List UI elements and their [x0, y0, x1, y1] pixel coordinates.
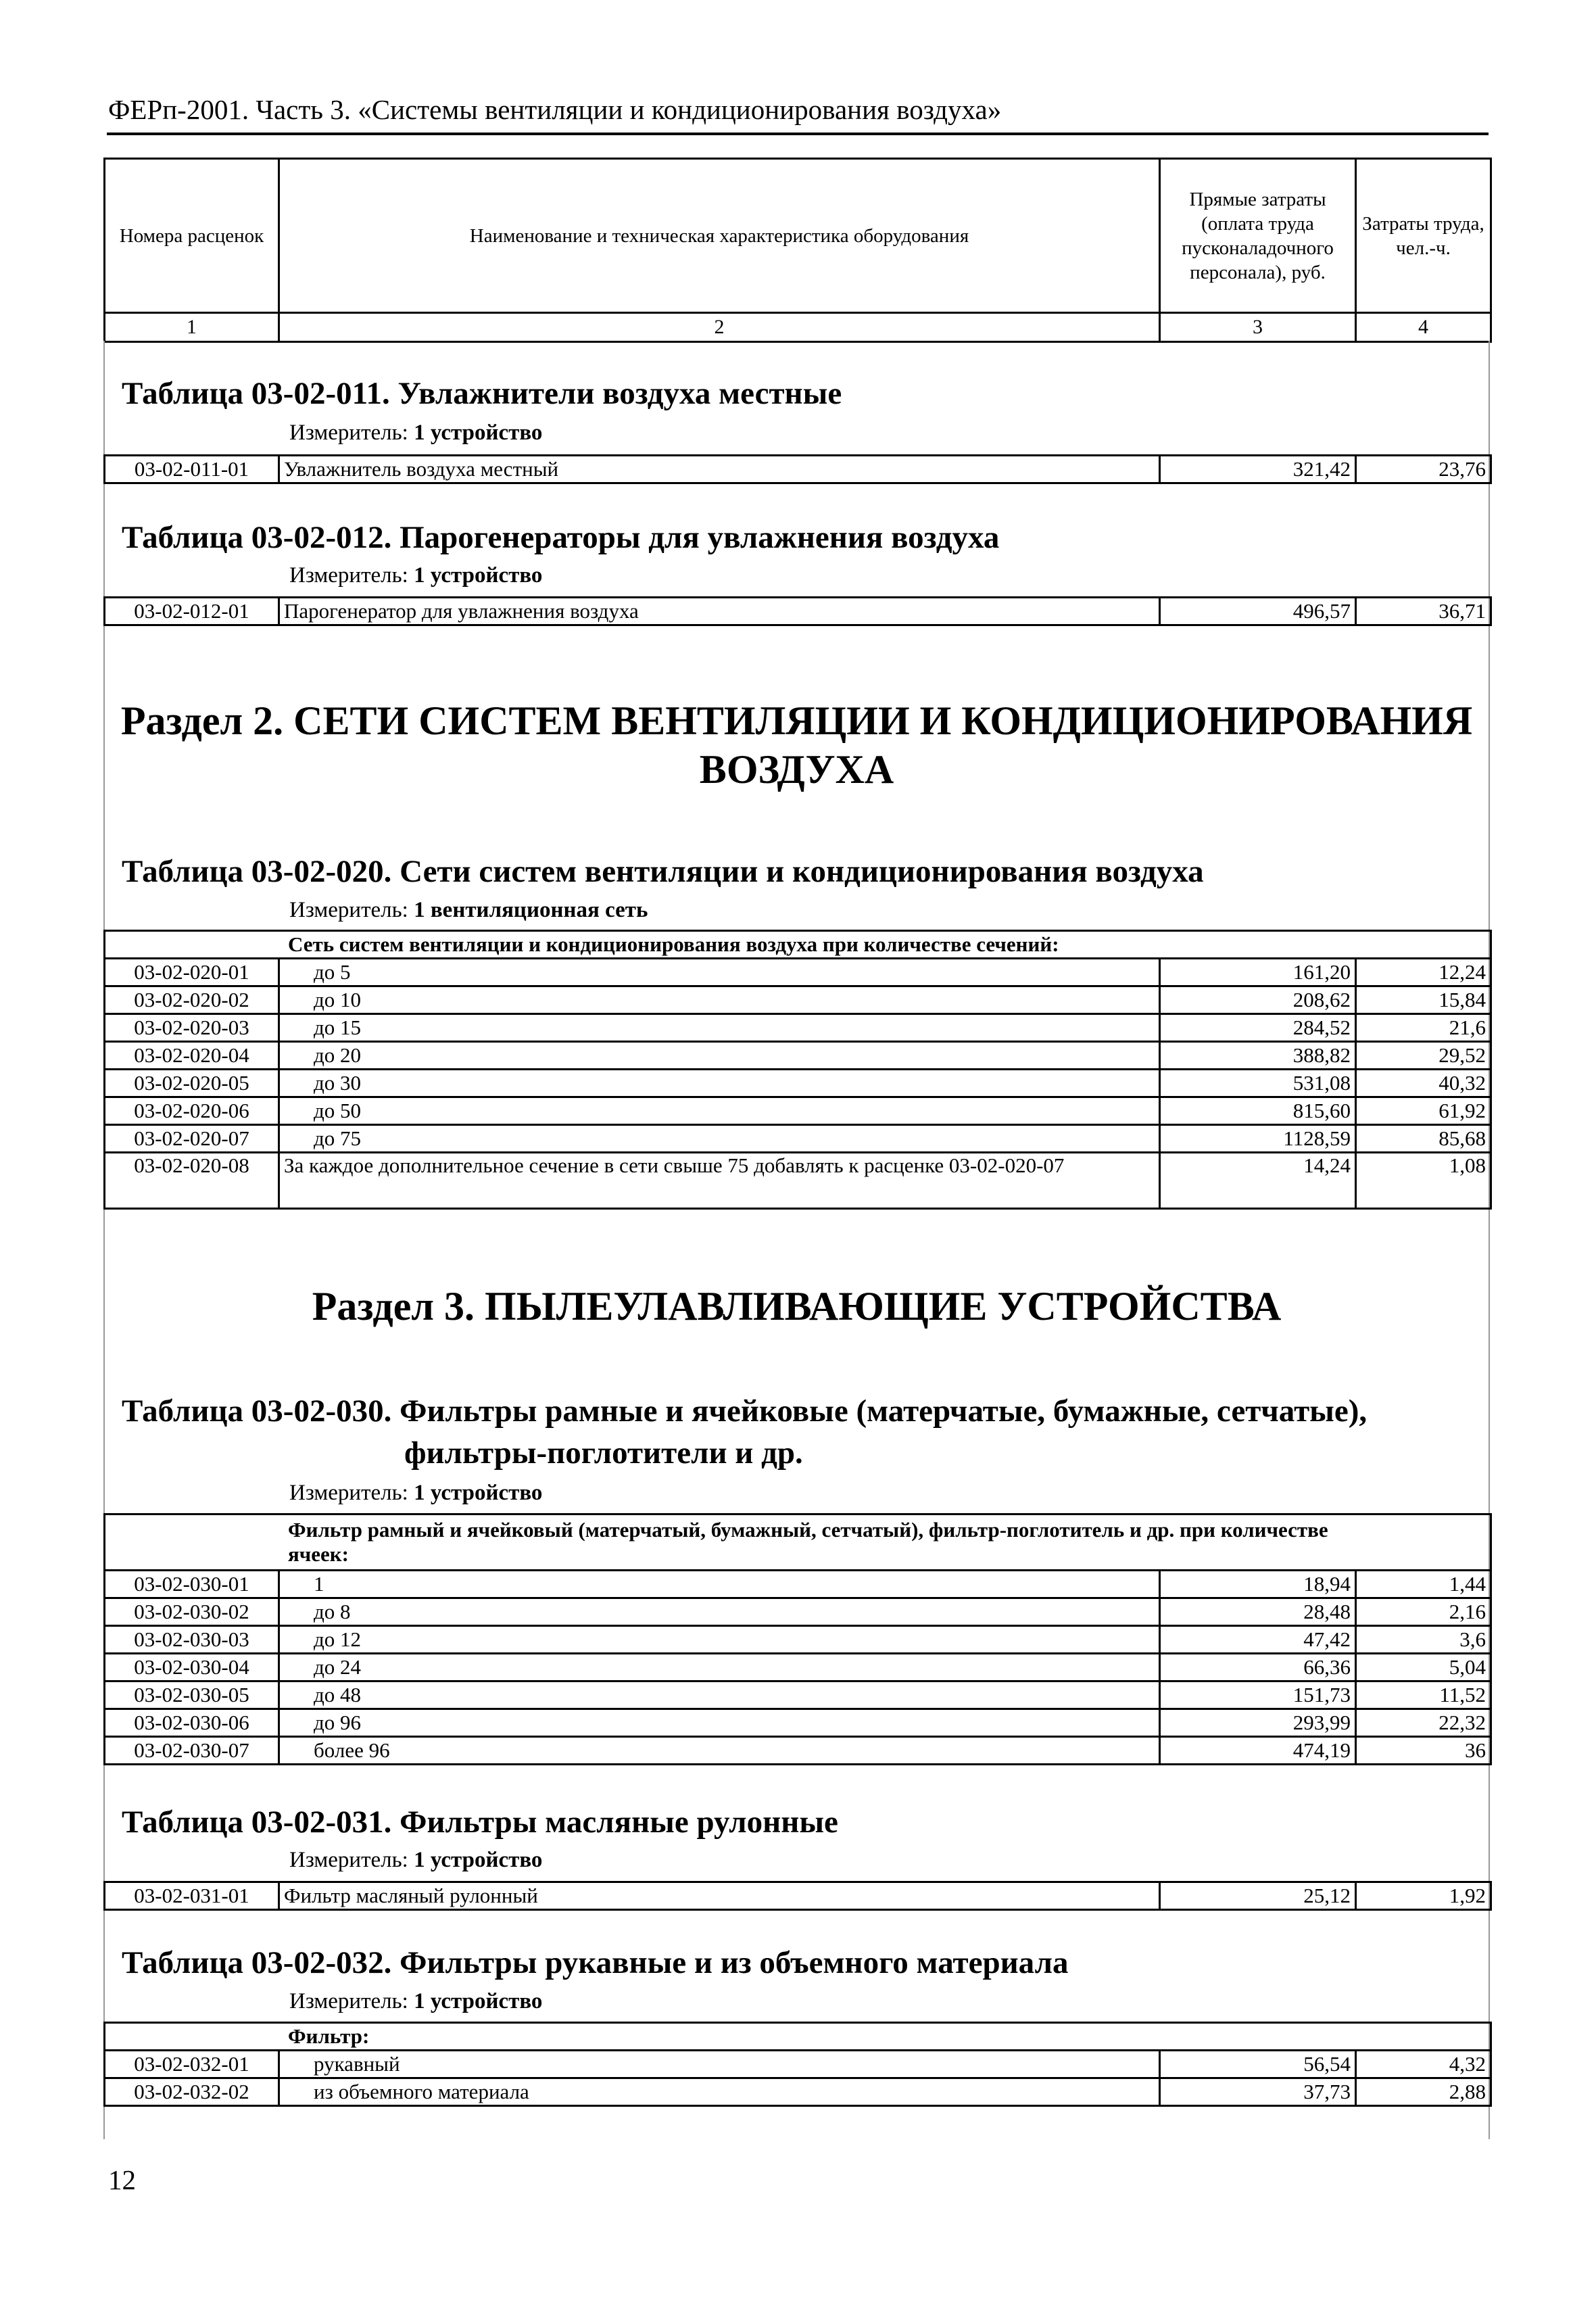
- table-row: [105, 456, 1491, 483]
- rate-cost: 56,54: [1160, 2051, 1356, 2078]
- rate-code: 03-02-020-06: [105, 1097, 279, 1125]
- rate-name: до 5: [279, 959, 1160, 986]
- rate-name: до 12: [279, 1626, 1160, 1654]
- rate-labor: 61,92: [1356, 1097, 1491, 1125]
- rate-code: 03-02-020-03: [105, 1014, 279, 1042]
- rate-cost: 14,24: [1160, 1153, 1356, 1209]
- col-header-cost: Прямые затраты (оплата труда пусконаладочного персонала), руб.: [1160, 159, 1356, 313]
- rate-labor: 29,52: [1356, 1042, 1491, 1070]
- rate-code: 03-02-031-01: [105, 1882, 279, 1910]
- rate-labor: 36,71: [1356, 598, 1491, 625]
- table-title-031: Таблица 03-02-031. Фильтры масляные рулонные: [122, 1805, 838, 1840]
- table-row: [105, 1882, 1491, 1910]
- running-header: ФЕРп-2001. Часть 3. «Системы вентиляции и кондиционирования воздуха»: [108, 94, 1002, 125]
- rate-cost: 25,12: [1160, 1882, 1356, 1910]
- rate-labor: 12,24: [1356, 959, 1491, 986]
- section-2-heading: [103, 696, 1490, 794]
- table-title-032: Таблица 03-02-032. Фильтры рукавные и из объемного материала: [122, 1945, 1069, 1980]
- table-row: [105, 959, 1491, 986]
- table-row: [105, 1153, 1491, 1209]
- rate-name: 1: [279, 1571, 1160, 1598]
- measure-011: [289, 421, 542, 446]
- rate-name: Увлажнитель воздуха местный: [279, 456, 1160, 483]
- rates-table-011: [103, 454, 1492, 484]
- table-row: [105, 2051, 1491, 2078]
- rate-name: до 10: [279, 986, 1160, 1014]
- rate-name: За каждое дополнительное сечение в сети свыше 75 добавлять к расценке 03-02-020-07: [279, 1153, 1160, 1209]
- rate-code: 03-02-020-05: [105, 1070, 279, 1097]
- rate-code: 03-02-012-01: [105, 598, 279, 625]
- table-subheader-row: [105, 931, 1491, 959]
- rate-labor: 21,6: [1356, 1014, 1491, 1042]
- measure-label: Измеритель:: [289, 1848, 408, 1872]
- table-subheader: Сеть систем вентиляции и кондиционирования воздуха при количестве сечений:: [105, 931, 1491, 959]
- rate-code: 03-02-020-02: [105, 986, 279, 1014]
- rates-table-031: [103, 1881, 1492, 1911]
- rate-code: 03-02-020-08: [105, 1153, 279, 1209]
- measure-030: [289, 1481, 542, 1506]
- rate-labor: 1,08: [1356, 1153, 1491, 1209]
- rate-name: более 96: [279, 1737, 1160, 1765]
- col-number-2: 2: [279, 313, 1160, 342]
- rate-name: Парогенератор для увлажнения воздуха: [279, 598, 1160, 625]
- rate-name: до 8: [279, 1598, 1160, 1626]
- rate-name: до 50: [279, 1097, 1160, 1125]
- col-header-name: Наименование и техническая характеристика оборудования: [279, 159, 1160, 313]
- header-rule: [107, 133, 1489, 135]
- rate-cost: 28,48: [1160, 1598, 1356, 1626]
- table-row: [105, 1709, 1491, 1737]
- measure-032: [289, 1989, 542, 2014]
- rate-labor: 23,76: [1356, 456, 1491, 483]
- measure-label: Измеритель:: [289, 563, 408, 588]
- rate-labor: 40,32: [1356, 1070, 1491, 1097]
- section-3-line-1: Раздел 3. ПЫЛЕУЛАВЛИВАЮЩИЕ УСТРОЙСТВА: [312, 1284, 1282, 1329]
- rate-cost: 293,99: [1160, 1709, 1356, 1737]
- rate-labor: 4,32: [1356, 2051, 1491, 2078]
- rate-name: до 30: [279, 1070, 1160, 1097]
- rate-labor: 22,32: [1356, 1709, 1491, 1737]
- measure-value: 1 устройство: [414, 1989, 543, 2013]
- table-row: [105, 598, 1491, 625]
- rate-code: 03-02-030-04: [105, 1654, 279, 1681]
- rate-name: до 20: [279, 1042, 1160, 1070]
- table-row: [105, 1125, 1491, 1153]
- rate-name: из объемного материала: [279, 2078, 1160, 2106]
- rate-code: 03-02-020-01: [105, 959, 279, 986]
- column-header-table: [103, 158, 1492, 343]
- rate-code: 03-02-020-07: [105, 1125, 279, 1153]
- rate-labor: 36: [1356, 1737, 1491, 1765]
- table-row: [105, 2078, 1491, 2106]
- measure-value: 1 устройство: [414, 1481, 543, 1505]
- table-subheader: Фильтр рамный и ячейковый (матерчатый, бумажный, сетчатый), фильтр-поглотитель и др. при количестве ячеек:: [105, 1514, 1491, 1571]
- table-title-030: Таблица 03-02-030. Фильтры рамные и ячейковые (матерчатые, бумажные, сетчатые),: [122, 1393, 1368, 1429]
- rate-code: 03-02-030-06: [105, 1709, 279, 1737]
- measure-020: [289, 898, 648, 923]
- measure-031: [289, 1848, 542, 1873]
- rate-labor: 3,6: [1356, 1626, 1491, 1654]
- rate-cost: 161,20: [1160, 959, 1356, 986]
- table-subheader-row: [105, 1514, 1491, 1571]
- rates-table-012: [103, 596, 1492, 626]
- table-title-020: Таблица 03-02-020. Сети систем вентиляции и кондиционирования воздуха: [122, 854, 1204, 889]
- rate-code: 03-02-030-02: [105, 1598, 279, 1626]
- rate-cost: 1128,59: [1160, 1125, 1356, 1153]
- rate-cost: 18,94: [1160, 1571, 1356, 1598]
- measure-value: 1 устройство: [414, 421, 543, 445]
- table-row: [105, 1681, 1491, 1709]
- rate-code: 03-02-030-05: [105, 1681, 279, 1709]
- rate-name: до 96: [279, 1709, 1160, 1737]
- rate-name: рукавный: [279, 2051, 1160, 2078]
- table-row: [105, 1598, 1491, 1626]
- page-number: 12: [108, 2164, 136, 2195]
- table-title-012: Таблица 03-02-012. Парогенераторы для увлажнения воздуха: [122, 520, 1000, 555]
- rate-labor: 5,04: [1356, 1654, 1491, 1681]
- rates-table-030: [103, 1513, 1492, 1765]
- measure-label: Измеритель:: [289, 898, 408, 922]
- table-row: [105, 1042, 1491, 1070]
- rate-cost: 531,08: [1160, 1070, 1356, 1097]
- table-row: [105, 1097, 1491, 1125]
- table-title-030-line-2: фильтры-поглотители и др.: [404, 1435, 803, 1471]
- rates-table-032: [103, 2022, 1492, 2107]
- col-header-labor: Затраты труда, чел.-ч.: [1356, 159, 1491, 313]
- measure-value: 1 вентиляционная сеть: [414, 898, 648, 922]
- table-row: [105, 1737, 1491, 1765]
- rate-cost: 388,82: [1160, 1042, 1356, 1070]
- section-2-line-1: Раздел 2. СЕТИ СИСТЕМ ВЕНТИЛЯЦИИ И КОНДИЦИОНИРОВАНИЯ: [120, 698, 1473, 743]
- rate-cost: 321,42: [1160, 456, 1356, 483]
- col-header-code: Номера расценок: [105, 159, 279, 313]
- rate-labor: 85,68: [1356, 1125, 1491, 1153]
- col-number-3: 3: [1160, 313, 1356, 342]
- rate-cost: 284,52: [1160, 1014, 1356, 1042]
- table-row: [105, 1070, 1491, 1097]
- rate-code: 03-02-030-07: [105, 1737, 279, 1765]
- rate-labor: 11,52: [1356, 1681, 1491, 1709]
- measure-value: 1 устройство: [414, 1848, 543, 1872]
- rates-table-020: [103, 930, 1492, 1210]
- measure-value: 1 устройство: [414, 563, 543, 588]
- rate-labor: 2,16: [1356, 1598, 1491, 1626]
- rate-name: до 24: [279, 1654, 1160, 1681]
- rate-labor: 1,44: [1356, 1571, 1491, 1598]
- col-number-1: 1: [105, 313, 279, 342]
- table-row: [105, 986, 1491, 1014]
- measure-label: Измеритель:: [289, 421, 408, 445]
- rate-cost: 474,19: [1160, 1737, 1356, 1765]
- rate-labor: 15,84: [1356, 986, 1491, 1014]
- rate-code: 03-02-030-01: [105, 1571, 279, 1598]
- measure-012: [289, 563, 542, 588]
- rate-cost: 47,42: [1160, 1626, 1356, 1654]
- rate-cost: 496,57: [1160, 598, 1356, 625]
- rate-name: Фильтр масляный рулонный: [279, 1882, 1160, 1910]
- rate-cost: 815,60: [1160, 1097, 1356, 1125]
- rate-name: до 15: [279, 1014, 1160, 1042]
- table-row: [105, 1654, 1491, 1681]
- rate-code: 03-02-032-02: [105, 2078, 279, 2106]
- table-row: [105, 1014, 1491, 1042]
- rate-name: до 48: [279, 1681, 1160, 1709]
- table-subheader-row: [105, 2023, 1491, 2051]
- measure-label: Измеритель:: [289, 1481, 408, 1505]
- rate-code: 03-02-032-01: [105, 2051, 279, 2078]
- rate-cost: 37,73: [1160, 2078, 1356, 2106]
- rate-cost: 208,62: [1160, 986, 1356, 1014]
- measure-label: Измеритель:: [289, 1989, 408, 2013]
- section-3-heading: [103, 1282, 1490, 1331]
- table-title-011: Таблица 03-02-011. Увлажнители воздуха местные: [122, 376, 842, 411]
- rate-cost: 66,36: [1160, 1654, 1356, 1681]
- table-row: [105, 1626, 1491, 1654]
- rate-code: 03-02-030-03: [105, 1626, 279, 1654]
- rate-name: до 75: [279, 1125, 1160, 1153]
- section-2-line-2: ВОЗДУХА: [699, 747, 894, 792]
- col-number-4: 4: [1356, 313, 1491, 342]
- table-row: [105, 1571, 1491, 1598]
- table-subheader: Фильтр:: [105, 2023, 1491, 2051]
- rate-labor: 1,92: [1356, 1882, 1491, 1910]
- rate-labor: 2,88: [1356, 2078, 1491, 2106]
- rate-cost: 151,73: [1160, 1681, 1356, 1709]
- rate-code: 03-02-020-04: [105, 1042, 279, 1070]
- rate-code: 03-02-011-01: [105, 456, 279, 483]
